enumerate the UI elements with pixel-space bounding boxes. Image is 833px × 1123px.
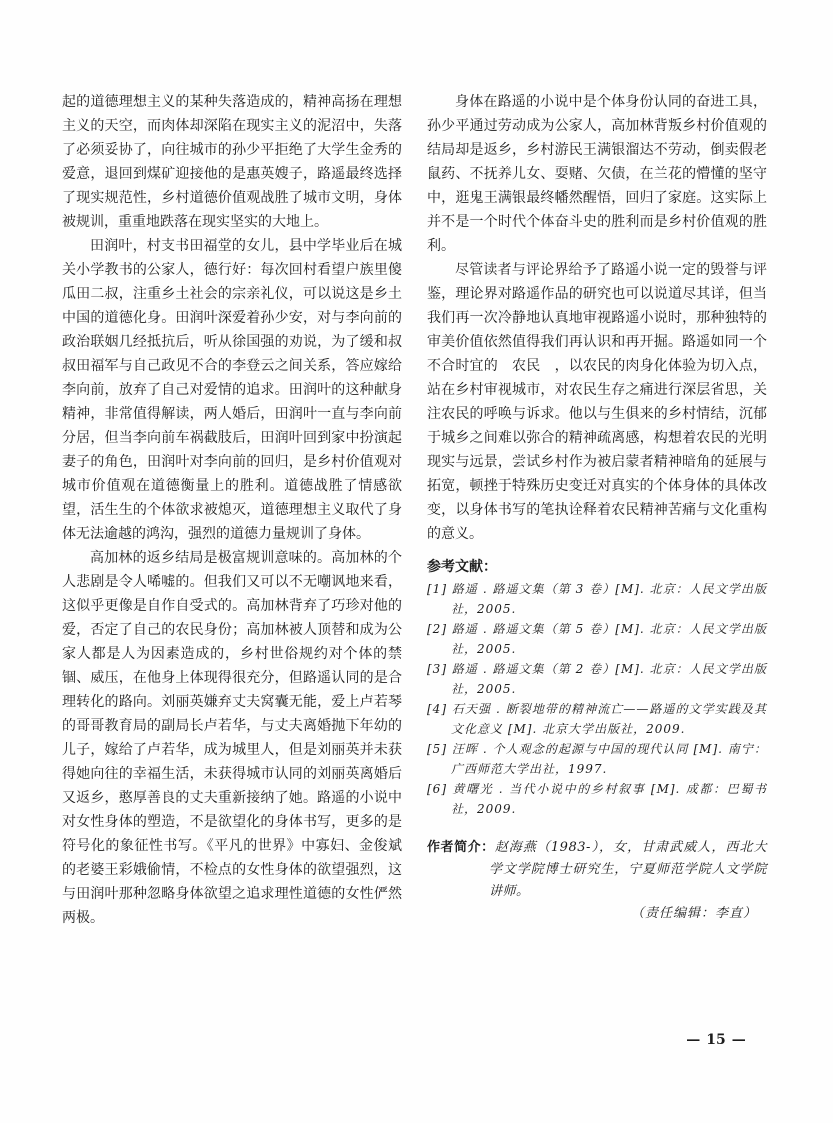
left-column	[62, 90, 402, 930]
right-column	[427, 90, 767, 930]
reference-text: 黄曙光 . 当代小说中的乡村叙事 [M]. 成都：巴蜀书社，2009.	[451, 782, 767, 816]
body-paragraph: 起的道德理想主义的某种失落造成的，精神高扬在理想主义的天空，而肉体却深陷在现实主义的泥沼中，失落了必须妥协了，向往城市的孙少平拒绝了大学生金秀的爱意，退回到煤矿迎接他的是惠英嫂子，路遥最终选择了现实规范性，乡村道德价值观战胜了城市文明，身体被规训，重重地跌落在现实坚实的大地上。	[62, 94, 402, 230]
page-number-dash-left: —	[686, 1032, 701, 1048]
reference-item	[427, 779, 767, 819]
reference-marker: [3]	[427, 662, 447, 676]
reference-marker: [1]	[427, 582, 447, 596]
reference-item	[427, 579, 767, 619]
reference-item	[427, 699, 767, 739]
reference-text: 石天强 . 断裂地带的精神流亡——路遥的文学实践及其文化意义 [M]. 北京大学出版社，2009.	[451, 702, 767, 736]
author-bio-text: 赵海燕（1983-），女，甘肃武威人，西北大学文学院博士研究生，宁夏师范学院人文学院讲师。	[489, 840, 767, 899]
reference-marker: [2]	[427, 622, 447, 636]
body-paragraph: 身体在路遥的小说中是个体身份认同的奋进工具，孙少平通过劳动成为公家人，高加林背叛乡村价值观的结局却是返乡，乡村游民王满银溜达不劳动，倒卖假老鼠药、不抚养儿女、耍赌、欠债，在兰花的懵懂的坚守中，逛鬼王满银最终幡然醒悟，回归了家庭。这实际上并不是一个时代个体奋斗史的胜利而是乡村价值观的胜利。	[427, 94, 767, 254]
reference-text: 路遥 . 路遥文集（第 2 卷）[M]. 北京：人民文学出版社，2005.	[451, 662, 767, 696]
reference-marker: [6]	[427, 782, 447, 796]
reference-marker: [5]	[427, 742, 447, 756]
body-paragraph: 高加林的返乡结局是极富规训意味的。高加林的个人悲剧是令人唏嘘的。但我们又可以不无嘲讽地来看，这似乎更像是自作自受式的。高加林背弃了巧珍对他的爱，否定了自己的农民身份；高加林被人顶替和成为公家人都是人为因素造成的，乡村世俗规约对个体的禁锢、威压，在他身上体现得很充分，但路遥认同的是合理转化的路向。刘丽英嫌弃丈夫窝囊无能，爱上卢若琴的哥哥教育局的副局长卢若华，与丈夫离婚抛下年幼的儿子，嫁给了卢若华，成为城里人，但是刘丽英并未获得她向往的幸福生活，未获得城市认同的刘丽英离婚后又返乡，憨厚善良的丈夫重新接纳了她。路遥的小说中对女性身体的塑造，不是欲望化的身体书写，更多的是符号化的象征性书写。《平凡的世界》中寡妇、金俊斌的老婆王彩娥偷情，不检点的女性身体的欲望强烈，这与田润叶那种忽略身体欲望之追求理性道德的女性俨然两极。	[62, 550, 402, 926]
reference-item	[427, 659, 767, 699]
body-paragraph: 尽管读者与评论界给予了路遥小说一定的毁誉与评鉴，理论界对路遥作品的研究也可以说道尽其详，但当我们再一次冷静地认真地审视路遥小说时，那种独特的审美价值依然值得我们再认识和再开掘。路遥如同一个不合时宜的 农民 ，以农民的肉身化体验为切入点，站在乡村审视城市，对农民生存之痛进行深层省思，关注农民的呼唤与诉求。他以与生俱来的乡村情结，沉郁于城乡之间难以弥合的精神疏离感，构想着农民的光明现实与远景，尝试乡村作为被启蒙者精神暗角的延展与拓宽，顿挫于特殊历史变迁对真实的个体身体的具体改变，以身体书写的笔执诠释着农民精神苦痛与文化重构的意义。	[427, 262, 767, 542]
reference-text: 汪晖 . 个人观念的起源与中国的现代认同 [M]. 南宁：广西师范大学出社，1997.	[451, 742, 767, 776]
editor-note: （责任编辑：李直）	[630, 906, 757, 921]
body-paragraph: 田润叶，村支书田福堂的女儿，县中学毕业后在城关小学教书的公家人，德行好：每次回村看望户族里傻瓜田二叔，注重乡土社会的宗亲礼仪，可以说这是乡土中国的道德化身。田润叶深爱着孙少安，对与李向前的政治联姻几经抵抗后，听从徐国强的劝说，为了缓和叔叔田福军与自己政见不合的李登云之间关系，答应嫁给李向前，放弃了自己对爱情的追求。田润叶的这种献身精神，非常值得解读，两人婚后，田润叶一直与李向前分居，但当李向前车祸截肢后，田润叶回到家中扮演起妻子的角色，田润叶对李向前的回归，是乡村价值观对城市价值观在道德衡量上的胜利。道德战胜了情感欲望，活生生的个体欲求被熄灭，道德理想主义取代了身体无法逾越的鸿沟，强烈的道德力量规训了身体。	[62, 238, 402, 542]
reference-marker: [4]	[427, 702, 447, 716]
reference-item	[427, 619, 767, 659]
author-bio	[427, 837, 767, 903]
reference-item	[427, 739, 767, 779]
reference-text: 路遥 . 路遥文集（第 5 卷）[M]. 北京：人民文学出版社，2005.	[451, 622, 767, 656]
references-heading: 参考文献：	[427, 559, 497, 575]
references-section	[427, 555, 767, 819]
page-number	[660, 1032, 772, 1048]
author-bio-label: 作者简介：	[427, 840, 495, 855]
page-number-value: 15	[706, 1032, 726, 1048]
reference-text: 路遥 . 路遥文集（第 3 卷）[M]. 北京：人民文学出版社，2005.	[451, 582, 767, 616]
page-number-dash-right: —	[731, 1032, 746, 1048]
article-body	[62, 90, 767, 930]
